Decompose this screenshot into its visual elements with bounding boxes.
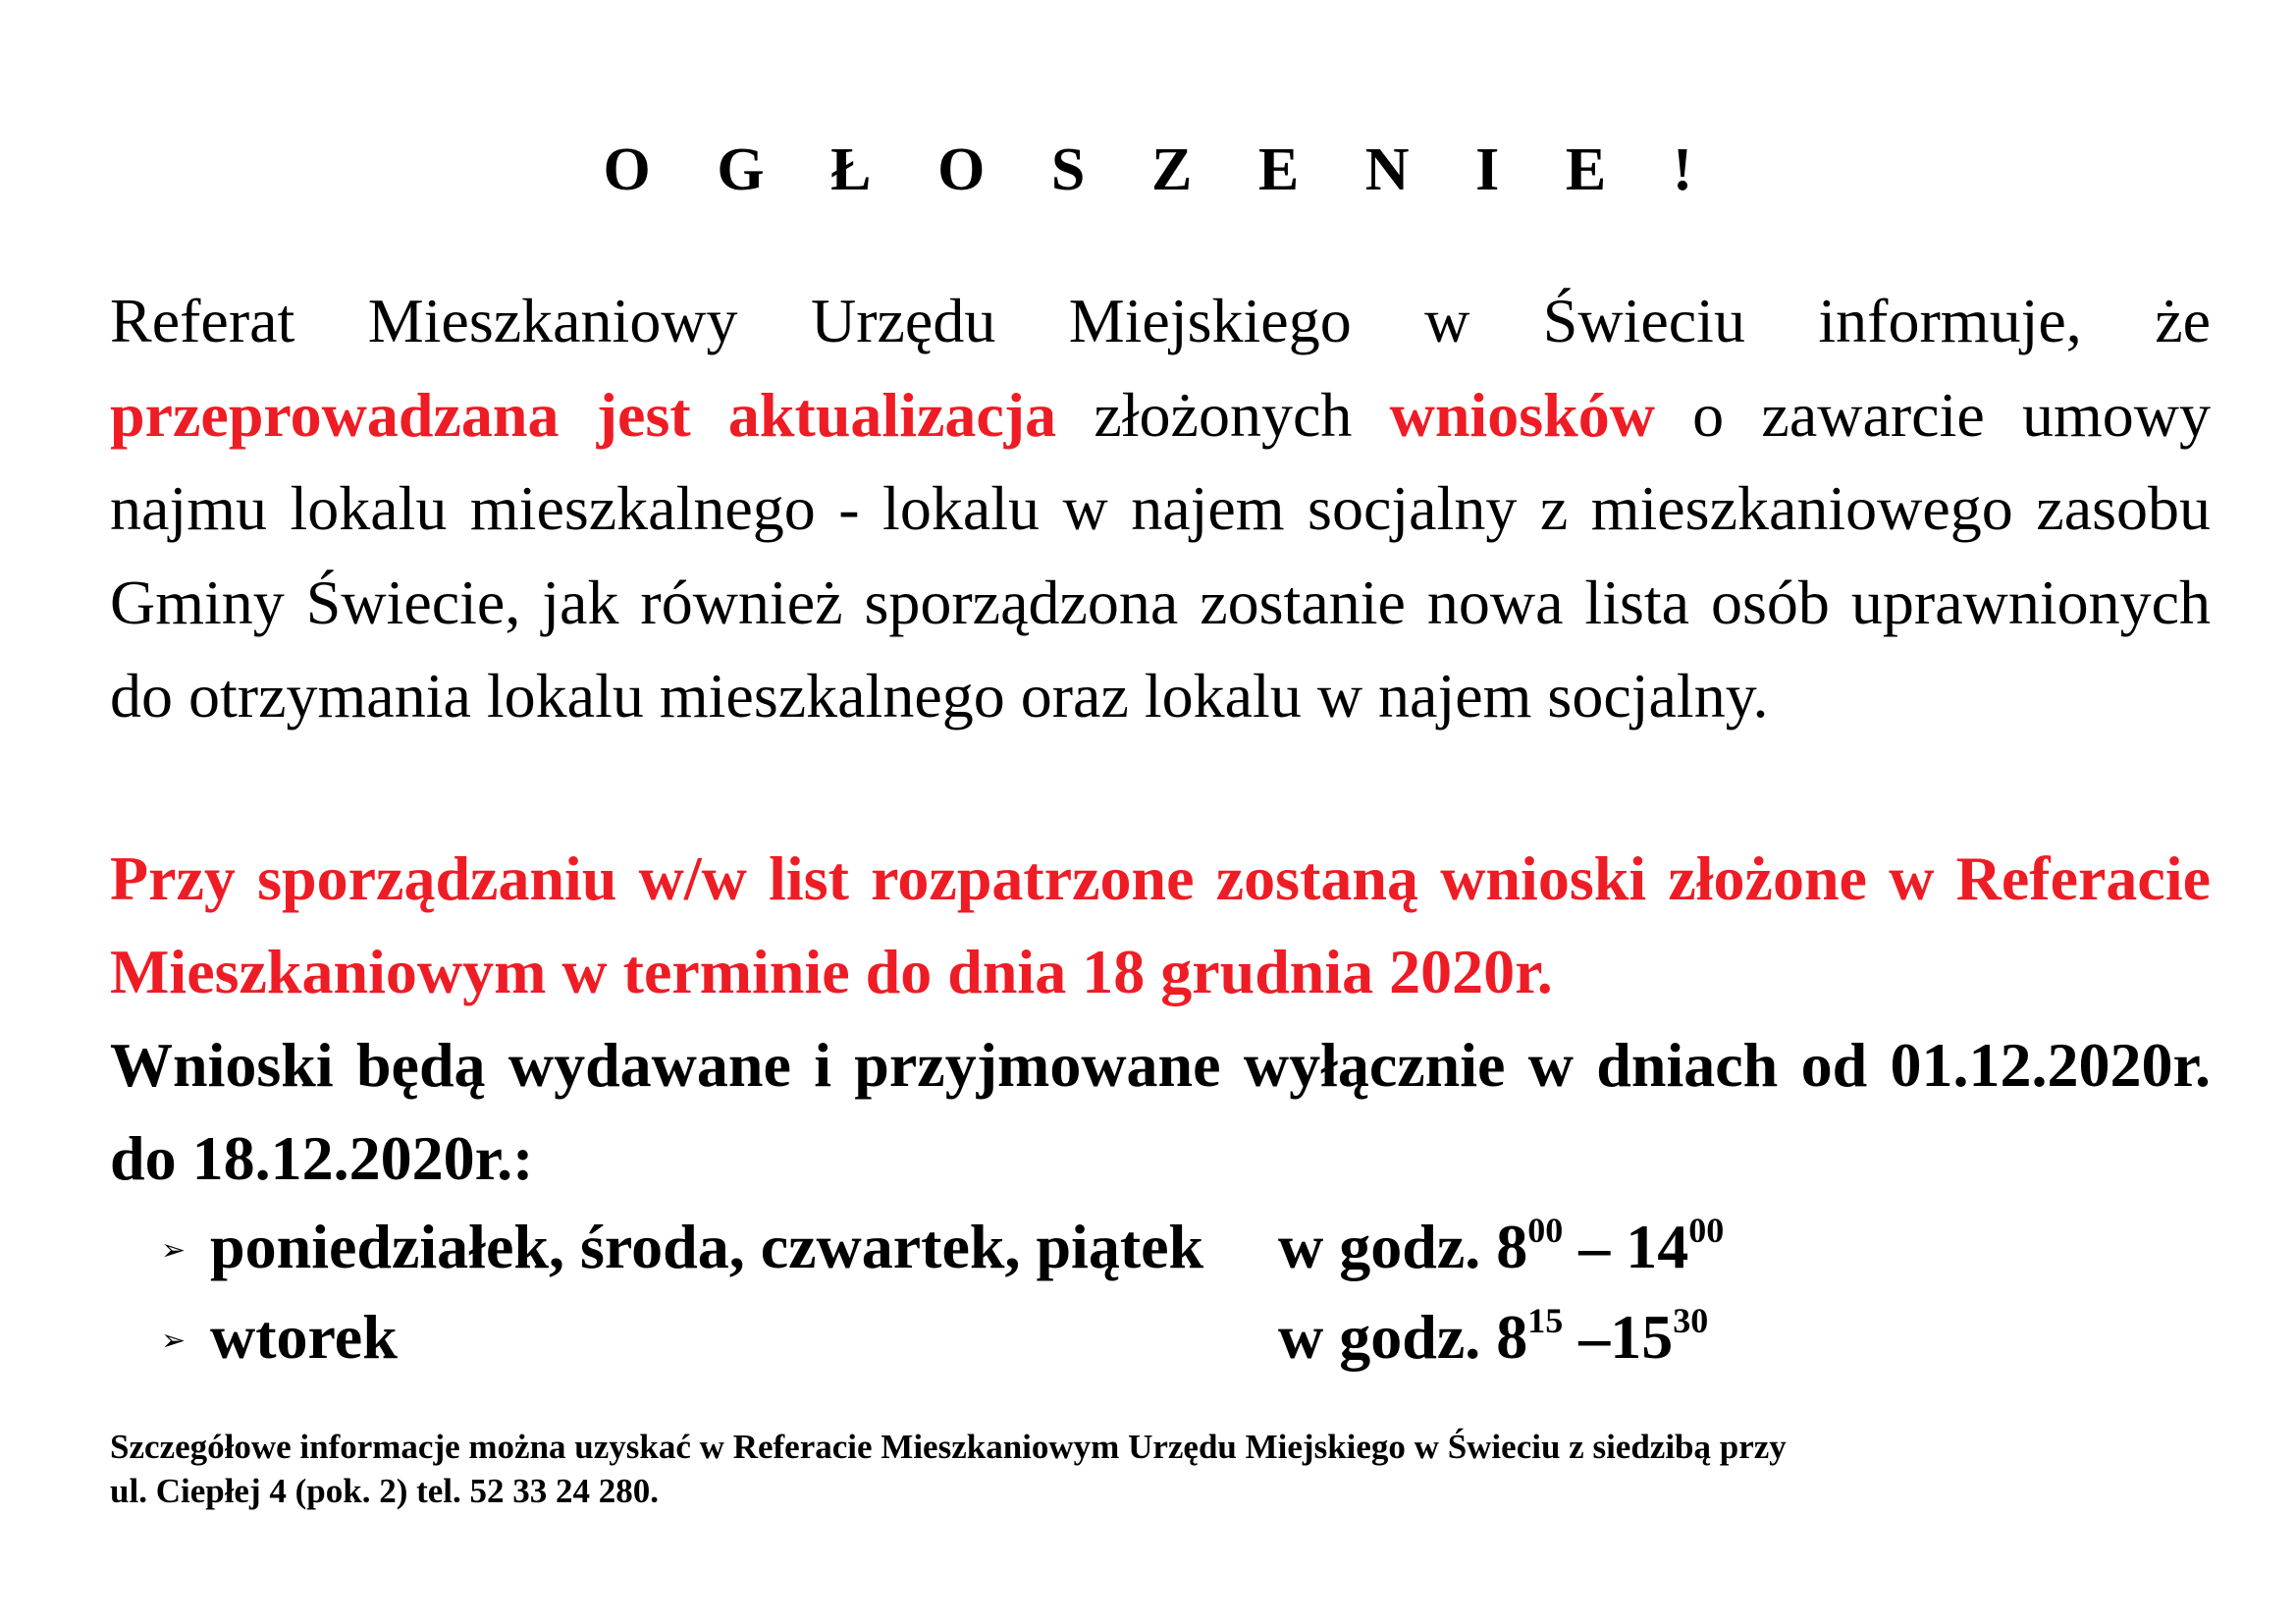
hours-prefix: w godz. xyxy=(1278,1302,1497,1372)
paragraph-text: złożonych xyxy=(1056,379,1390,450)
list-item xyxy=(110,1202,2211,1292)
hours-to: 14 xyxy=(1626,1212,1689,1281)
schedule-hours xyxy=(1278,1292,1708,1382)
dates-notice: Wnioski będą wydawane i przyjmowane wyłącznie w dniach od 01.12.2020r. do 18.12.2020r.: xyxy=(110,1030,2211,1193)
deadline-notice: Przy sporządzaniu w/w list rozpatrzone zostaną wnioski złożone w Referacie Mieszkaniowym w terminie do dnia 18 grudnia 2020r. xyxy=(110,843,2211,1006)
arrow-bullet-icon: ➢ xyxy=(161,1324,187,1358)
schedule-days: wtorek xyxy=(210,1302,398,1372)
hours-to-minutes: 30 xyxy=(1673,1301,1709,1340)
hours-to: 15 xyxy=(1610,1302,1674,1372)
hours-from: 8 xyxy=(1496,1302,1528,1372)
schedule-list xyxy=(110,1202,2211,1382)
arrow-bullet-icon: ➢ xyxy=(161,1233,187,1268)
schedule-hours xyxy=(1278,1202,1724,1292)
main-paragraph xyxy=(110,274,2211,743)
hours-separator: – xyxy=(1563,1212,1627,1281)
hours-to-minutes: 00 xyxy=(1688,1211,1725,1250)
footer-line: Szczegółowe informacje można uzyskać w Referacie Mieszkaniowym Urzędu Miejskiego w Świeciu z siedzibą przy xyxy=(110,1428,1787,1466)
hours-from-minutes: 15 xyxy=(1527,1301,1564,1340)
highlight-applications: wniosków xyxy=(1389,379,1655,450)
hours-prefix: w godz. xyxy=(1278,1212,1497,1281)
footer-contact xyxy=(110,1425,2211,1513)
paragraph-text: Referat Mieszkaniowy Urzędu Miejskiego w Świeciu informuje, że xyxy=(110,286,2211,355)
hours-from-minutes: 00 xyxy=(1527,1211,1564,1250)
list-item xyxy=(110,1292,2211,1382)
hours-from: 8 xyxy=(1496,1212,1528,1281)
footer-line: ul. Ciepłej 4 (pok. 2) tel. 52 33 24 280. xyxy=(110,1472,660,1510)
page-title: O G Ł O S Z E N I E ! xyxy=(603,136,1719,203)
paragraph-text: o zawarcie umowy najmu lokalu mieszkalnego - lokalu w najem socjalny z mieszkaniowego zasobu Gminy Świecie, jak również sporządzona zostanie nowa lista osób uprawnionych do otrzymania lokalu mieszkalnego oraz lokalu w najem socjalny. xyxy=(110,379,2211,731)
schedule-days: poniedziałek, środa, czwartek, piątek xyxy=(210,1212,1204,1281)
hours-separator: – xyxy=(1563,1302,1611,1372)
highlight-update: przeprowadzana jest aktualizacja xyxy=(110,379,1057,450)
